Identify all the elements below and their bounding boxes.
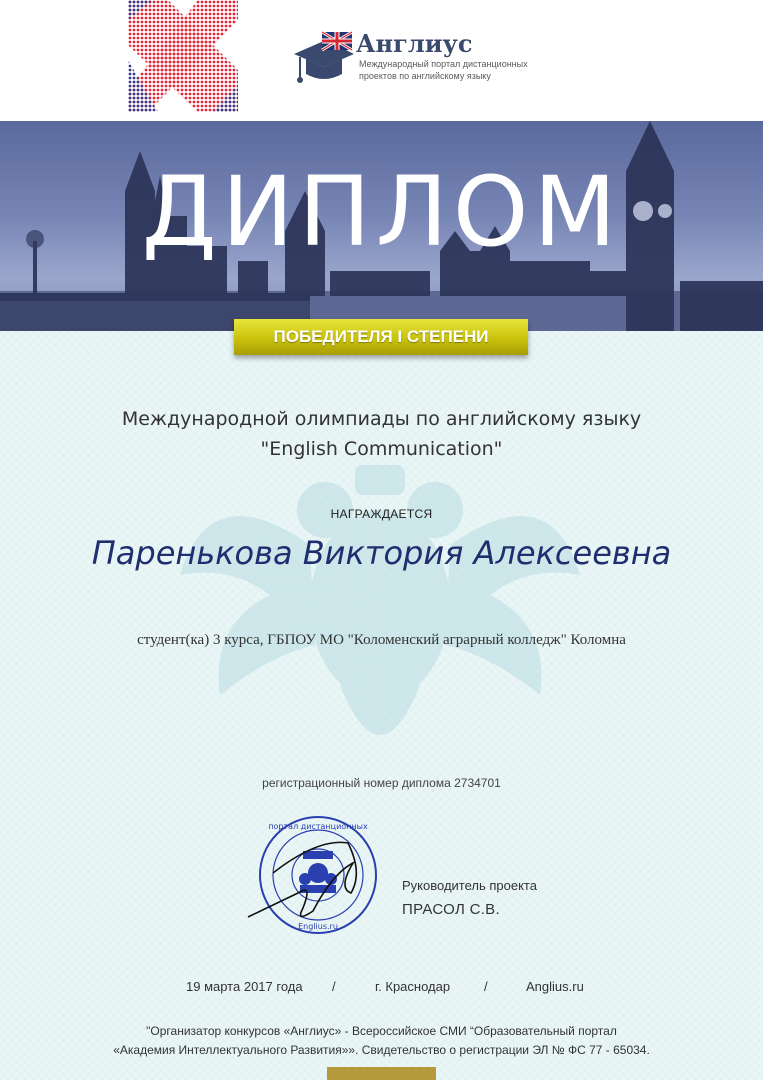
olympiad-line-1: Международной олимпиады по английскому языку [121,408,642,430]
organizer-line-2: «Академия Интеллектуального Развития»». Свидетельство о регистрации ЭЛ № ФС 77 - 65034. [113,1043,650,1057]
official-stamp [243,813,388,938]
degree-ribbon [234,319,528,355]
organizer-note [0,1022,763,1060]
leader-role: Руководитель проекта [402,878,537,893]
london-banner [0,121,763,331]
awarded-label: НАГРАЖДАЕТСЯ [330,507,433,521]
logo-name: Англиус [356,29,473,58]
leader-name: ПРАСОЛ С.В. [402,901,500,918]
issue-date: 19 марта 2017 года [186,979,303,994]
bottom-accent-bar [327,1067,436,1080]
diploma-title: ДИПЛОМ [141,156,622,268]
header [0,0,763,121]
svg-text:портал дистанционных: портал дистанционных [268,822,368,831]
registration-number: регистрационный номер диплома 2734701 [262,776,501,790]
olympiad-title [0,404,763,464]
recipient-details: студент(ка) 3 курса, ГБПОУ МО "Коломенский аграрный колледж" Коломна [137,632,626,648]
recipient-name: Паренькова Виктория Алексеевна [91,534,672,572]
footer-separator: / [484,979,488,994]
degree-label: ПОБЕДИТЕЛЯ I СТЕПЕНИ [273,327,489,346]
anglius-logo[interactable] [292,30,552,90]
site-link[interactable]: Anglius.ru [526,979,584,994]
footer-separator: / [332,979,336,994]
organizer-line-1: "Организатор конкурсов «Англиус» - Всероссийское СМИ “Образовательный портал [146,1024,617,1038]
logo-tagline: Международный портал дистанционных проектов по английскому языку [359,59,528,81]
svg-text:Englius.ru: Englius.ru [298,922,338,931]
issue-city: г. Краснодар [375,979,451,994]
uk-flag-graphic [128,0,238,112]
graduation-cap-icon [292,30,356,86]
olympiad-line-2: "English Communication" [260,438,503,460]
